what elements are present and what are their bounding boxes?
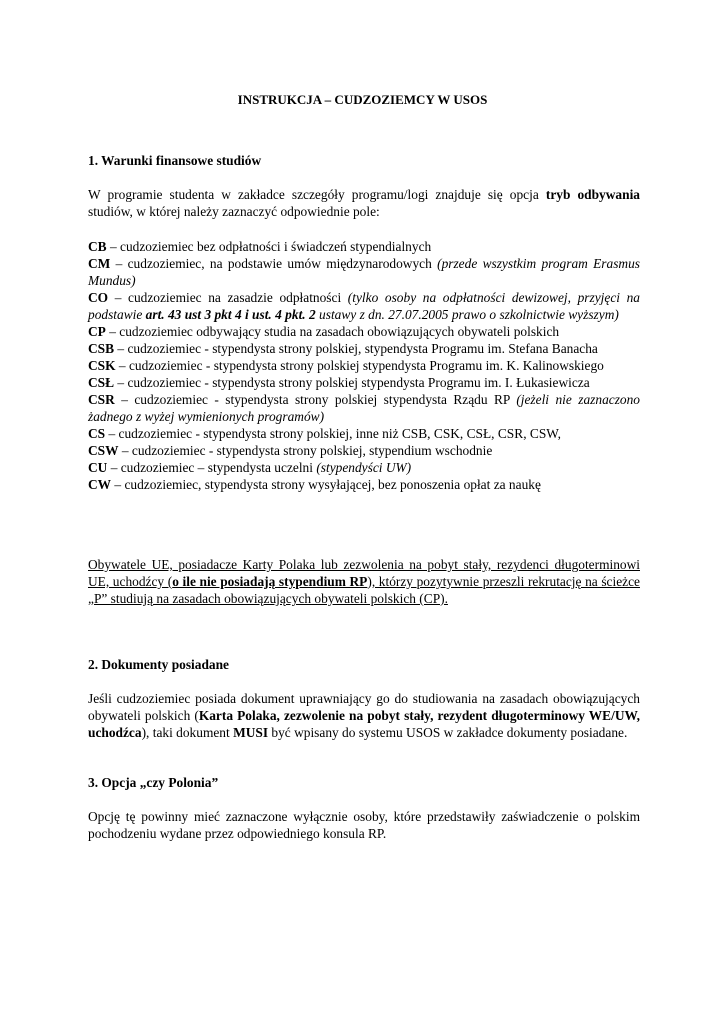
code-item-csr [88,391,640,425]
code-item-cw [88,476,640,493]
code-label: CM [88,256,111,271]
code-label: CSR [88,392,115,407]
code-desc: – cudzoziemiec – stypendysta uczelni [107,460,317,475]
section-3-body [88,808,640,842]
intro-bold: tryb odbywania [545,187,640,202]
code-item-csw [88,442,640,459]
code-item-csk [88,357,640,374]
code-desc: – cudzoziemiec, stypendysta strony wysyłającej, bez ponoszenia opłat za naukę [111,477,541,492]
code-label: CB [88,239,107,254]
s2-text-before: Jeśli cudzoziemiec posiada dokument uprawniający go do studiowania na zasadach obowiązujących obywateli polskich ( [88,691,640,723]
s2-bold-documents: Karta Polaka, zezwolenie na pobyt stały, rezydent długoterminowy WE/UW, uchodźca [88,708,640,740]
section-1-intro [88,186,640,220]
code-note: (stypendyści UW) [316,460,412,475]
code-label: CO [88,290,109,305]
note-text-after: ), którzy pozytywnie przeszli rekrutację na ścieżce „P” studiują na zasadach obowiązujących obywateli polskich (CP). [88,574,640,606]
code-item-csl [88,374,640,391]
eu-citizens-note [88,556,640,607]
intro-text-after: studiów, w której należy zaznaczyć odpowiednie pole: [88,204,380,219]
code-desc: – cudzoziemiec, na podstawie umów międzynarodowych [110,256,438,271]
code-label: CP [88,324,106,339]
section-2-body [88,690,640,741]
code-item-cp [88,323,640,340]
document-title: INSTRUKCJA – CUDZOZIEMCY W USOS [237,92,488,107]
section-3-heading: 3. Opcja „czy Polonia” [88,775,219,790]
code-label: CS [88,426,106,441]
note-text-before: Obywatele UE, posiadacze Karty Polaka lub zezwolenia na pobyt stały, rezydenci długoterminowi UE, uchodźcy ( [88,557,640,589]
code-item-co [88,289,640,323]
code-item-csb [88,340,640,357]
code-label: CU [88,460,108,475]
section-2-heading: 2. Dokumenty posiadane [88,657,230,672]
code-label: CW [88,477,112,492]
code-note: (tylko osoby na odpłatności dewizowej, przyjęci na podstawie [88,290,640,322]
code-desc: – cudzoziemiec - stypendysta strony polskiej stypendysta Programu im. K. Kalinowskiego [115,358,604,373]
section-1-heading: 1. Warunki finansowe studiów [88,153,262,168]
code-desc: – cudzoziemiec bez odpłatności i świadczeń stypendialnych [106,239,432,254]
code-note: ustawy z dn. 27.07.2005 prawo o szkolnictwie wyższym) [315,307,619,322]
section-2 [88,656,640,673]
intro-text-before: W programie studenta w zakładce szczegóły programu/logi znajduje się opcja [88,187,546,202]
code-note: (przede wszystkim program Erasmus Mundus) [88,256,640,288]
code-desc: – cudzoziemiec - stypendysta strony polskiej stypendysta Rządu RP [114,392,517,407]
code-desc: – cudzoziemiec - stypendysta strony polskiej, inne niż CSB, CSK, CSŁ, CSR, CSW, [105,426,562,441]
code-item-cb [88,238,640,255]
section-1 [88,152,640,169]
code-item-cm [88,255,640,289]
note-bold: o ile nie posiadają stypendium RP [172,574,368,589]
code-desc: – cudzoziemiec - stypendysta strony polskiej, stypendysta Programu im. Stefana Banacha [114,341,598,356]
code-note: (jeżeli nie zaznaczono żadnego z wyżej wymienionych programów) [88,392,641,424]
code-desc: – cudzoziemiec - stypendysta strony polskiej, stypendium wschodnie [118,443,493,458]
code-label: CSB [88,341,115,356]
s3-text: Opcję tę powinny mieć zaznaczone wyłącznie osoby, które przedstawiły zaświadczenie o polskim pochodzeniu wydane przez odpowiedniego konsula RP. [88,809,640,841]
code-note-bold: art. 43 ust 3 pkt 4 i ust. 4 pkt. 2 [145,307,316,322]
code-desc: – cudzoziemiec - stypendysta strony polskiej stypendysta Programu im. I. Łukasiewicza [114,375,590,390]
code-item-cu [88,459,640,476]
code-item-cs [88,425,640,442]
code-label: CSK [88,358,116,373]
code-desc: – cudzoziemiec odbywający studia na zasadach obowiązujących obywateli polskich [105,324,560,339]
s2-text-after: być wpisany do systemu USOS w zakładce dokumenty posiadane. [268,725,628,740]
code-label: CSW [88,443,119,458]
s2-bold-musi: MUSI [233,725,269,740]
code-label: CSŁ [88,375,115,390]
section-3 [88,774,640,791]
code-desc: – cudzoziemiec na zasadzie odpłatności [108,290,348,305]
s2-text-mid: ), taki dokument [141,725,234,740]
codes-list [88,238,640,493]
